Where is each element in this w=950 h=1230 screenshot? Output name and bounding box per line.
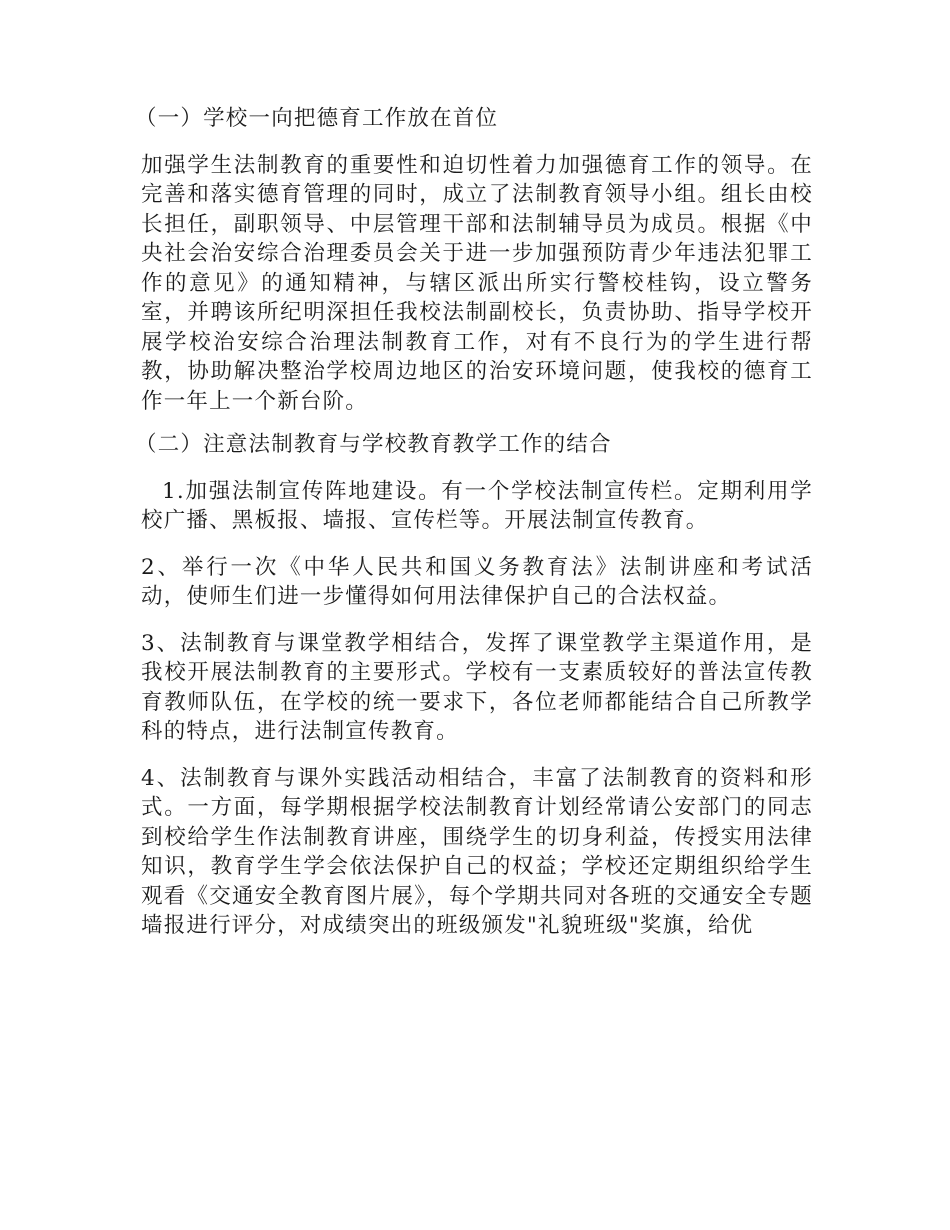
section-heading-1: （一）学校一向把德育工作放在首位 <box>135 106 499 131</box>
document-page <box>135 104 813 941</box>
list-item-2: 2、举行一次《中华人民共和国义务教育法》法制讲座和考试活动，使师生们进一步懂得如何用法律保护自己的合法权益。 <box>141 554 813 609</box>
paragraph-1: 加强学生法制教育的重要性和迫切性着力加强德育工作的领导。在完善和落实德育管理的同时，成立了法制教育领导小组。组长由校长担任，副职领导、中层管理干部和法制辅导员为成员。根据《中央社会治安综合治理委员会关于进一步加强预防青少年违法犯罪工作的意见》的通知精神，与辖区派出所实行警校桂钩，设立警务室，并聘该所纪明深担任我校法制副校长，负责协助、指导学校开展学校治安综合治理法制教育工作，对有不良行为的学生进行帮教，协助解决整治学校周边地区的治安环境问题，使我校的德育工作一年上一个新台阶。 <box>141 152 813 414</box>
section-heading-2: （二）注意法制教育与学校教育教学工作的结合 <box>135 432 612 457</box>
list-item-1: 1.加强法制宣传阵地建设。有一个学校法制宣传栏。定期利用学校广播、黑板报、墙报、宣传栏等。开展法制宣传教育。 <box>141 478 813 533</box>
list-item-3: 3、法制教育与课堂教学相结合，发挥了课堂教学主渠道作用，是我校开展法制教育的主要形式。学校有一支素质较好的普法宣传教育教师队伍，在学校的统一要求下，各位老师都能结合自己所教学科的特点，进行法制宣传教育。 <box>141 630 813 744</box>
list-item-4: 4、法制教育与课外实践活动相结合，丰富了法制教育的资料和形式。一方面，每学期根据学校法制教育计划经常请公安部门的同志到校给学生作法制教育讲座，围绕学生的切身利益，传授实用法律知识，教育学生学会依法保护自己的权益；学校还定期组织给学生观看《交通安全教育图片展》，每个学期共同对各班的交通安全专题墙报进行评分，对成绩突出的班级颁发"礼貌班级"奖旗，给优 <box>141 765 813 938</box>
